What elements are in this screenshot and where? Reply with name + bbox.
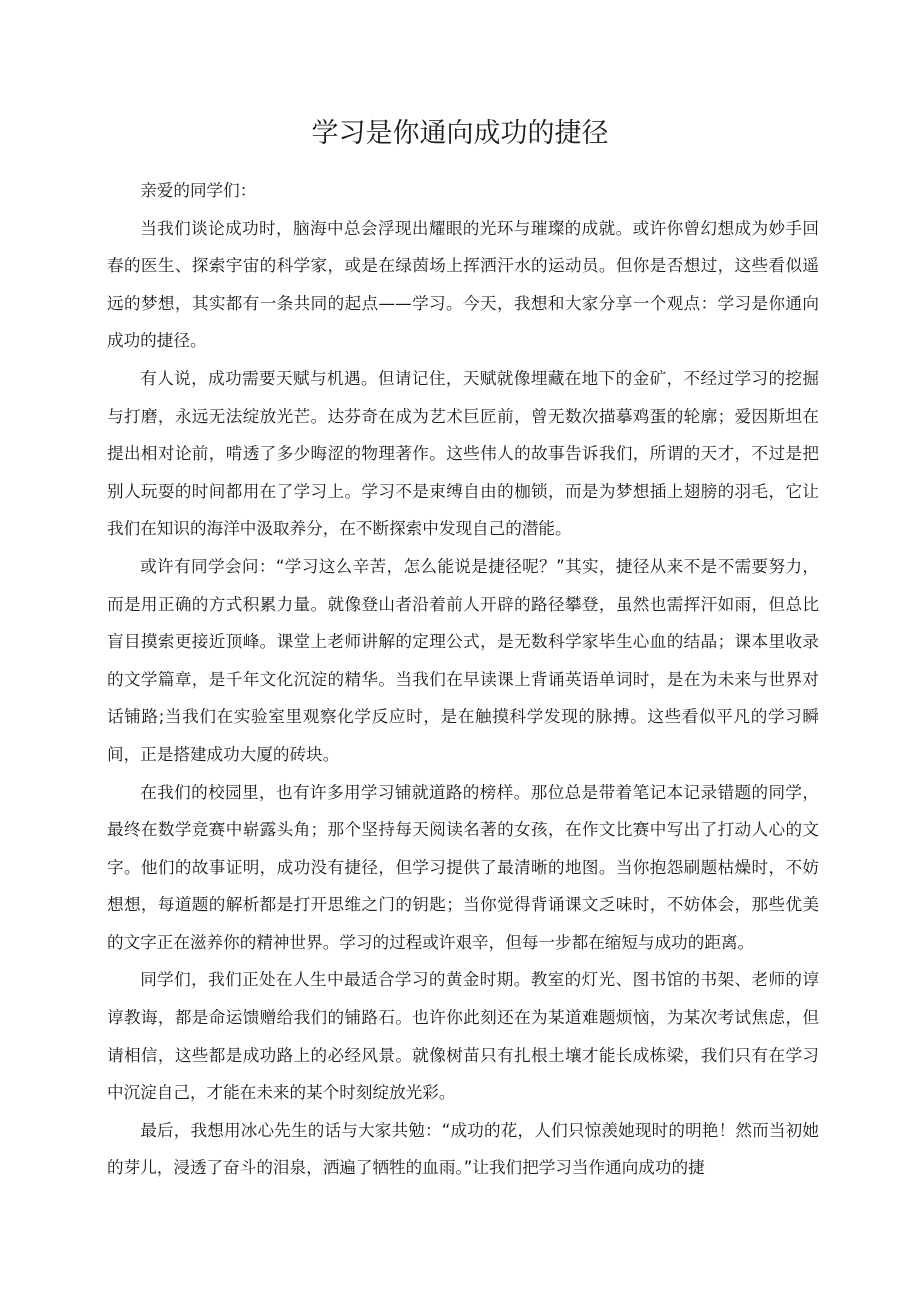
paragraph-1: 当我们谈论成功时，脑海中总会浮现出耀眼的光环与璀璨的成就。或许你曾幻想成为妙手回春的医生、探索宇宙的科学家，或是在绿茵场上挥洒汗水的运动员。但你是否想过，这些看似遥远的梦想，其实都有一条共同的起点——学习。今天，我想和大家分享一个观点：学习是你通向成功的捷径。 [107,218,819,351]
paragraph-6: 最后，我想用冰心先生的话与大家共勉：“成功的花，人们只惊羡她现时的明艳！然而当初她的芽儿，浸透了奋斗的泪泉，洒遍了牺牲的血雨。”让我们把学习当作通向成功的捷 [107,1120,819,1178]
document-body [107,172,819,1187]
salutation: 亲爱的同学们： [140,181,257,200]
paragraph-5: 同学们，我们正处在人生中最适合学习的黄金时期。教室的灯光、图书馆的书架、老师的谆谆教诲，都是命运馈赠给我们的铺路石。也许你此刻还在为某道难题烦恼，为某次考试焦虑，但请相信，这些都是成功路上的必经风景。就像树苗只有扎根土壤才能长成栋梁，我们只有在学习中沉淀自己，才能在未来的某个时刻绽放光彩。 [107,970,819,1103]
paragraph-3: 或许有同学会问：“学习这么辛苦，怎么能说是捷径呢？”其实，捷径从来不是不需要努力，而是用正确的方式积累力量。就像登山者沿着前人开辟的路径攀登，虽然也需挥汗如雨，但总比盲目摸索更接近顶峰。课堂上老师讲解的定理公式，是无数科学家毕生心血的结晶；课本里收录的文学篇章，是千年文化沉淀的精华。当我们在早读课上背诵英语单词时，是在为未来与世界对话铺路;当我们在实验室里观察化学反应时，是在触摸科学发现的脉搏。这些看似平凡的学习瞬间，正是搭建成功大厦的砖块。 [107,556,819,764]
paragraph-4: 在我们的校园里，也有许多用学习铺就道路的榜样。那位总是带着笔记本记录错题的同学，最终在数学竞赛中崭露头角；那个坚持每天阅读名著的女孩，在作文比赛中写出了打动人心的文字。他们的故事证明，成功没有捷径，但学习提供了最清晰的地图。当你抱怨刷题枯燥时，不妨想想，每道题的解析都是打开思维之门的钥匙；当你觉得背诵课文乏味时，不妨体会，那些优美的文字正在滋养你的精神世界。学习的过程或许艰辛，但每一步都在缩短与成功的距离。 [107,782,819,952]
paragraph-2: 有人说，成功需要天赋与机遇。但请记住，天赋就像埋藏在地下的金矿，不经过学习的挖掘与打磨，永远无法绽放光芒。达芬奇在成为艺术巨匠前，曾无数次描摹鸡蛋的轮廓；爱因斯坦在提出相对论前，啃透了多少晦涩的物理著作。这些伟人的故事告诉我们，所谓的天才，不过是把别人玩耍的时间都用在了学习上。学习不是束缚自由的枷锁，而是为梦想插上翅膀的羽毛，它让我们在知识的海洋中汲取养分，在不断探索中发现自己的潜能。 [107,368,819,539]
document-title: 学习是你通向成功的捷径 [311,118,609,149]
